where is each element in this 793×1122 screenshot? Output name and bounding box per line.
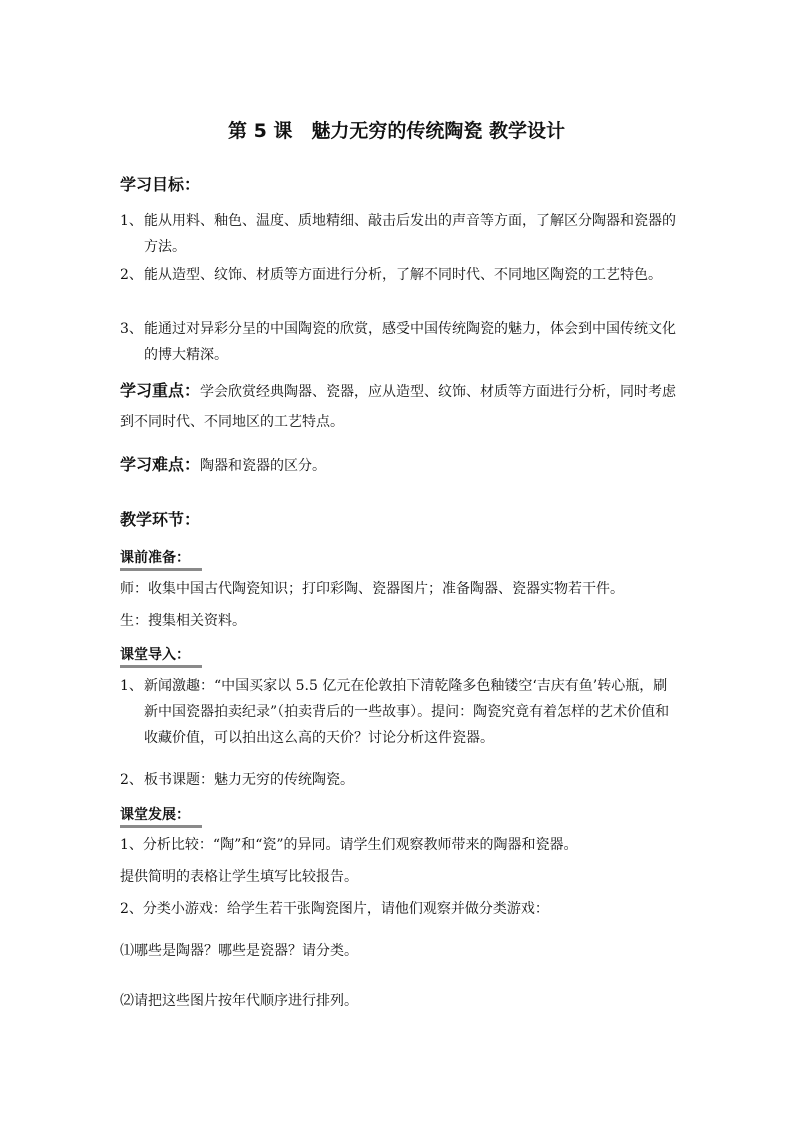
- objectives-heading: 学习目标：: [120, 175, 201, 194]
- objective-text: 能从用料、釉色、温度、质地精细、敲击后发出的声音等方面，了解区分陶器和瓷器的方法。: [144, 213, 676, 255]
- preparation-heading-text: 课前准备：: [120, 550, 190, 566]
- difficulty-label: 学习难点：: [120, 455, 201, 474]
- page-title: 第 5 课 魅力无穷的传统陶瓷 教学设计: [227, 120, 566, 142]
- objective-number: 2、: [120, 267, 143, 283]
- heading-underline: [120, 568, 202, 571]
- development-line-3: 2、分类小游戏：给学生若干张陶瓷图片，请他们观察并做分类游戏：: [120, 901, 549, 917]
- introduction-item-2: [120, 767, 680, 793]
- preparation-teacher: 师：收集中国古代陶瓷知识；打印彩陶、瓷器图片；准备陶器、瓷器实物若干件。: [120, 581, 624, 597]
- objective-item-2: [120, 262, 680, 288]
- key-point-text: 学会欣赏经典陶器、瓷器，应从造型、纹饰、材质等方面进行分析，同时考虑到不同时代、不同地区的工艺特点。: [120, 384, 677, 430]
- objective-item-3: [120, 316, 680, 368]
- heading-underline: [120, 825, 202, 828]
- development-heading: [120, 804, 190, 824]
- teaching-steps-heading: 教学环节：: [120, 510, 201, 529]
- key-point-paragraph: [120, 376, 685, 437]
- preparation-student: 生：搜集相关资料。: [120, 613, 246, 629]
- heading-underline: [120, 665, 202, 668]
- objective-text: 能从造型、纹饰、材质等方面进行分析，了解不同时代、不同地区陶瓷的工艺特色。: [144, 267, 662, 283]
- introduction-number: 1、: [120, 678, 143, 694]
- introduction-heading-text: 课堂导入：: [120, 647, 190, 663]
- objective-item-1: [120, 208, 680, 260]
- development-question-1: ⑴哪些是陶器？哪些是瓷器？请分类。: [120, 943, 358, 959]
- difficulty-paragraph: [120, 450, 685, 481]
- development-line-2: 提供简明的表格让学生填写比较报告。: [120, 869, 358, 885]
- introduction-number: 2、: [120, 772, 143, 788]
- development-question-2: ⑵请把这些图片按年代顺序进行排列。: [120, 993, 358, 1009]
- development-heading-text: 课堂发展：: [120, 807, 190, 823]
- preparation-heading: [120, 547, 190, 567]
- introduction-item-1: [120, 673, 680, 751]
- difficulty-text: 陶器和瓷器的区分。: [200, 458, 327, 474]
- objective-number: 1、: [120, 213, 143, 229]
- objective-text: 能通过对异彩分呈的中国陶瓷的欣赏，感受中国传统陶瓷的魅力，体会到中国传统文化的博大精深。: [144, 321, 676, 363]
- introduction-text: 新闻激趣：“中国买家以 5.5 亿元在伦敦拍下清乾隆多色釉镂空‘吉庆有鱼’转心瓶，刷新中国瓷器拍卖纪录”（拍卖背后的一些故事）。提问：陶瓷究竟有着怎样的艺术价值和收藏价值，可以拍出这么高的天价？讨论分析这件瓷器。: [144, 678, 670, 746]
- introduction-text: 板书课题：魅力无穷的传统陶瓷。: [144, 772, 354, 788]
- key-point-label: 学习重点：: [120, 381, 201, 400]
- development-line-1: 1、分析比较：“陶”和“瓷”的异同。请学生们观察教师带来的陶器和瓷器。: [120, 837, 578, 853]
- objective-number: 3、: [120, 321, 143, 337]
- introduction-heading: [120, 644, 190, 664]
